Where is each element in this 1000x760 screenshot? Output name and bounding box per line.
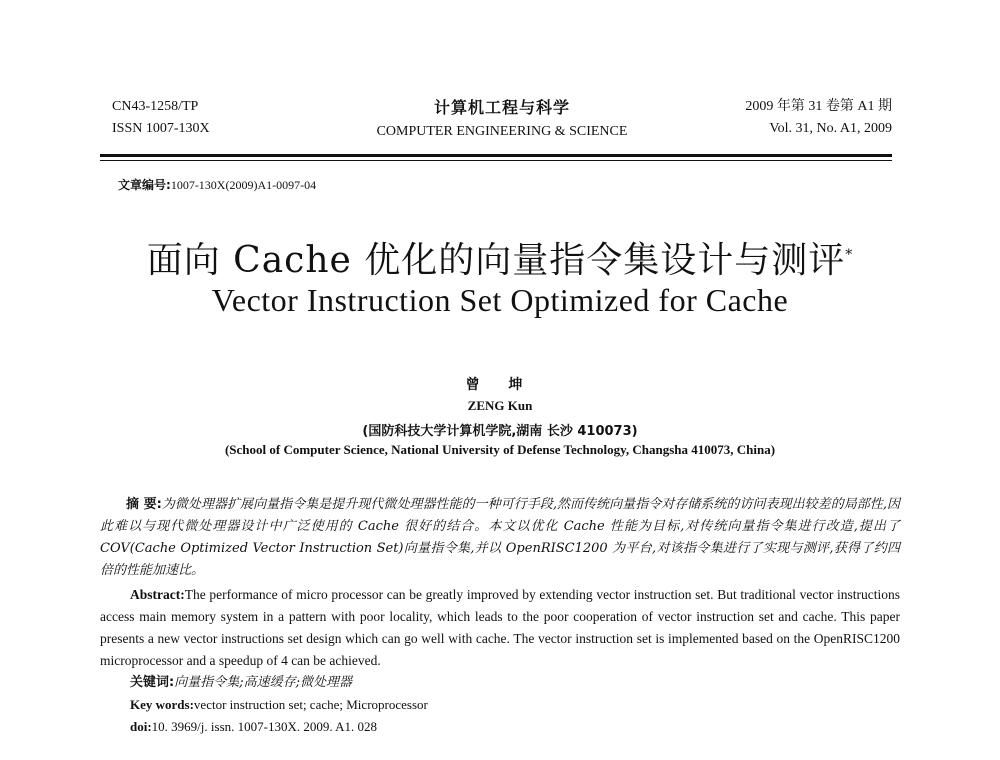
author-cn: 曾 坤 bbox=[465, 377, 535, 393]
abstract-cn-text: 为微处理器扩展向量指令集是提升现代微处理器性能的一种可行手段,然而传统向量指令对存储系统的访问表现出较差的局部性,因此难以与现代微处理器设计中广泛使用的 Cache 很好的结合。本文以优化 Cache 性能为目标,对传统向量指令集进行改造,提出了 COV(Cache Optimized Vector Instruction Set)向量指令集,并以 OpenRISC1200 为平台,对该指令集进行了实现与测评,获得了约四倍的性能加速比。 bbox=[100, 497, 900, 578]
keywords-cn bbox=[130, 672, 900, 694]
keywords-en-text: vector instruction set; cache; Microprocessor bbox=[193, 697, 428, 712]
journal-name-en: COMPUTER ENGINEERING & SCIENCE bbox=[376, 124, 628, 139]
title-footnote-mark: * bbox=[845, 247, 854, 263]
abstract-cn-label: 摘 要: bbox=[126, 497, 162, 512]
abstract-en-text: The performance of micro processor can be greatly improved by extending vector instruction set. But traditional vector instructions access main memory system in a pattern with poor locality, which leads to the poor cooperation of vector instruction set and cache. This paper presents a new vector instructions set design which can go well with cache. The vector instruction set is implemented based on the OpenRISC1200 microprocessor and a speedup of 4 can be achieved. bbox=[100, 587, 900, 668]
article-number bbox=[118, 176, 316, 193]
article-number-value: 1007-130X(2009)A1-0097-04 bbox=[170, 178, 317, 192]
doi bbox=[130, 716, 900, 738]
keywords-en-label: Key words: bbox=[130, 697, 194, 712]
affiliation-en: (School of Computer Science, National University of Defense Technology, Changsha 410073, China) bbox=[224, 442, 776, 457]
issue-en: Vol. 31, No. A1, 2009 bbox=[769, 121, 892, 136]
doi-label: doi: bbox=[130, 719, 152, 734]
title-en: Vector Instruction Set Optimized for Cache bbox=[211, 282, 789, 318]
issn-code: ISSN 1007-130X bbox=[112, 121, 210, 136]
keywords-cn-label: 关键词: bbox=[130, 675, 175, 690]
cn-code: CN43-1258/TP bbox=[112, 99, 199, 114]
journal-header bbox=[112, 96, 892, 146]
issue-cn: 2009 年第 31 卷第 A1 期 bbox=[745, 99, 892, 114]
affiliation-cn: (国防科技大学计算机学院,湖南 长沙 410073) bbox=[362, 424, 638, 439]
doi-text: 10. 3969/j. issn. 1007-130X. 2009. A1. 028 bbox=[151, 719, 378, 734]
keywords-en bbox=[130, 694, 900, 716]
header-rule-thick bbox=[100, 154, 892, 157]
abstract-section bbox=[100, 494, 900, 738]
abstract-en bbox=[100, 584, 900, 672]
article-number-label: 文章编号: bbox=[118, 178, 171, 192]
title-cn-text: 面向 Cache 优化的向量指令集设计与测评 bbox=[146, 240, 846, 281]
abstract-cn bbox=[100, 494, 900, 582]
author-en: ZENG Kun bbox=[467, 398, 533, 413]
journal-name-cn: 计算机工程与科学 bbox=[433, 98, 570, 117]
journal-issue bbox=[745, 96, 892, 140]
header-rule-thin bbox=[100, 160, 892, 161]
keywords-cn-text: 向量指令集;高速缓存;微处理器 bbox=[174, 675, 352, 690]
title-cn bbox=[0, 232, 1000, 283]
abstract-en-label: Abstract: bbox=[130, 587, 185, 602]
